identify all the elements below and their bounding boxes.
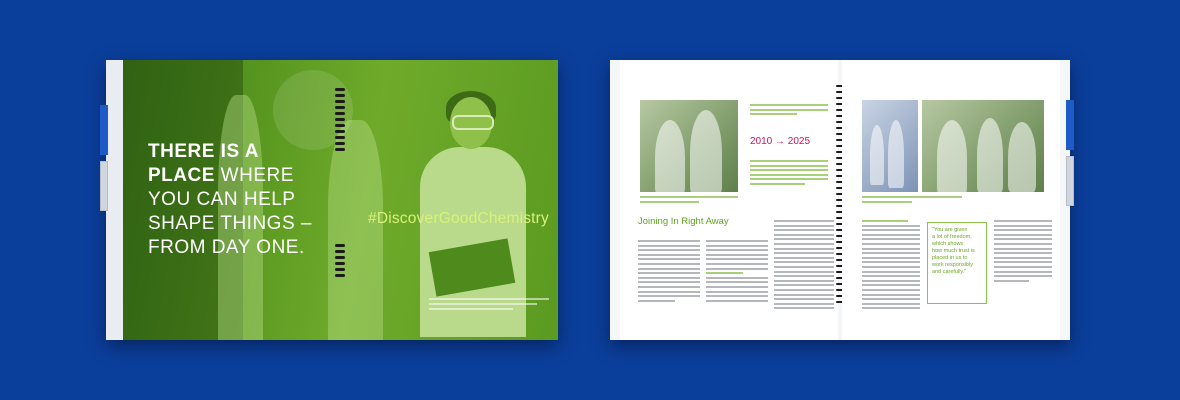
headline-text: SHAPE THINGS – — [148, 213, 312, 234]
section-heading: Joining In Right Away — [638, 216, 729, 227]
index-tabs — [1066, 100, 1076, 212]
safety-goggles — [452, 115, 494, 130]
lab-photo — [640, 100, 738, 192]
quote-line: how much trust is — [932, 248, 975, 254]
hashtag: #DiscoverGoodChemistry — [368, 210, 549, 227]
lab-photo — [862, 100, 918, 192]
quote-line: work responsibly — [932, 262, 973, 268]
quote-line: placed in us to — [932, 255, 968, 261]
cover-photo — [123, 60, 558, 340]
lab-photo — [922, 100, 1044, 192]
intro-text — [750, 104, 828, 118]
index-tab — [100, 105, 108, 155]
headline-bold: THERE IS A — [148, 141, 259, 162]
quote-line: a lot of freedom, — [932, 234, 972, 240]
years-range: 2010 → 2025 — [750, 136, 811, 147]
quote-line: and carefully." — [932, 269, 967, 275]
index-tabs — [100, 105, 110, 215]
cover-headline — [148, 140, 338, 260]
headline-text: YOU CAN HELP — [148, 189, 296, 210]
quote-line: which shows — [932, 241, 964, 247]
index-tab — [100, 161, 108, 211]
brochure-inner-spread — [610, 60, 1070, 340]
intro-paragraph — [750, 160, 828, 188]
index-tab — [1066, 156, 1074, 206]
left-page — [620, 60, 838, 340]
photo-caption — [640, 196, 738, 205]
body-column — [706, 240, 768, 304]
body-column — [774, 220, 834, 312]
brochure-cover-spread — [106, 60, 558, 340]
right-page — [842, 60, 1060, 340]
spiral-binding — [335, 88, 343, 280]
photo-caption — [862, 196, 962, 205]
headline-text: FROM DAY ONE. — [148, 237, 305, 258]
body-column — [862, 220, 920, 312]
body-column — [638, 240, 700, 304]
headline-bold: PLACE — [148, 165, 215, 186]
quote-line: "You are given — [932, 227, 968, 233]
body-column — [994, 220, 1052, 284]
index-tab — [1066, 100, 1074, 150]
pull-quote — [927, 222, 987, 304]
photo-caption — [429, 298, 549, 314]
headline-text: WHERE — [214, 165, 294, 186]
